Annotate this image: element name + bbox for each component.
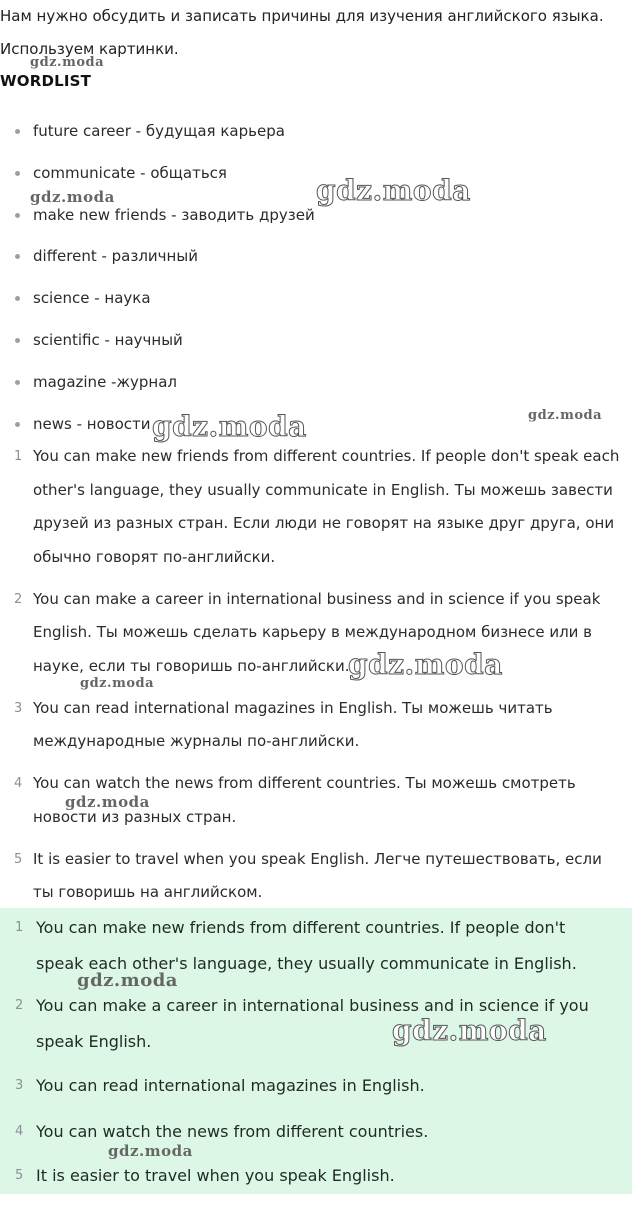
- watermark: gdz.moda: [392, 1014, 547, 1047]
- bullet-icon: [15, 338, 20, 343]
- numbered-item: 3 You can read international magazines in English. Ты можешь читать международные журналы по-английски.: [14, 698, 553, 750]
- list-item: future career - будущая карьера: [0, 116, 632, 158]
- numbered-item: 2 You can make a career in international business and in science if you speak English. Ты можешь сделать карьеру в международном бизнесе или в науке, если ты говоришь по-английски.: [14, 589, 601, 675]
- bullet-icon: [15, 129, 20, 134]
- list-item: news - новости: [0, 409, 632, 451]
- bullet-icon: [15, 213, 20, 218]
- bullet-icon: [15, 380, 20, 385]
- list-item: science - наука: [0, 283, 632, 325]
- answer-item: 1 You can make new friends from different countries. If people don't speak each other's language, they usually communicate in English.: [15, 918, 577, 973]
- list-item: scientific - научный: [0, 325, 632, 367]
- watermark: gdz.moda: [65, 793, 150, 811]
- intro-line-1: Нам нужно обсудить и записать причины для изучения английского языка.: [0, 7, 604, 25]
- wordlist-heading: WORDLIST: [0, 72, 92, 90]
- numbered-item: 1 You can make new friends from different countries. If people don't speak each other's language, they usually communicate in English. Ты можешь завести друзей из разных стран. Если люди не говорят на языке друг друга, они обычно говорят по-английски.: [14, 447, 620, 566]
- list-item: make new friends - заводить друзей: [0, 200, 632, 242]
- list-item: different - различный: [0, 241, 632, 283]
- wordlist: [0, 116, 632, 450]
- answer-item: 2 You can make a career in international business and in science if you speak English.: [15, 996, 589, 1051]
- intro-line-2: Используем картинки.: [0, 40, 179, 58]
- watermark: gdz.moda: [30, 188, 115, 206]
- list-item: magazine -журнал: [0, 367, 632, 409]
- watermark: gdz.moda: [108, 1142, 193, 1160]
- bullet-icon: [15, 422, 20, 427]
- answer-box: [0, 908, 632, 1194]
- answer-item: 4 You can watch the news from different countries.: [15, 1122, 429, 1141]
- watermark: gdz.moda: [348, 648, 503, 681]
- answer-item: 5 It is easier to travel when you speak English.: [15, 1166, 395, 1185]
- bullet-icon: [15, 171, 20, 176]
- list-item: communicate - общаться: [0, 158, 632, 200]
- numbered-item: 5 It is easier to travel when you speak English. Легче путешествовать, если ты говоришь на английском.: [14, 849, 602, 901]
- bullet-icon: [15, 254, 20, 259]
- watermark: gdz.moda: [152, 410, 307, 443]
- answer-item: 3 You can read international magazines in English.: [15, 1076, 425, 1095]
- watermark: gdz.moda: [528, 408, 603, 423]
- watermark: gdz.moda: [80, 676, 155, 691]
- watermark: gdz.moda: [316, 174, 471, 207]
- watermark: gdz.moda: [30, 55, 105, 70]
- bullet-icon: [15, 296, 20, 301]
- numbered-item: 4 You can watch the news from different countries. Ты можешь смотреть новости из разных стран.: [14, 774, 576, 826]
- watermark: gdz.moda: [77, 970, 178, 991]
